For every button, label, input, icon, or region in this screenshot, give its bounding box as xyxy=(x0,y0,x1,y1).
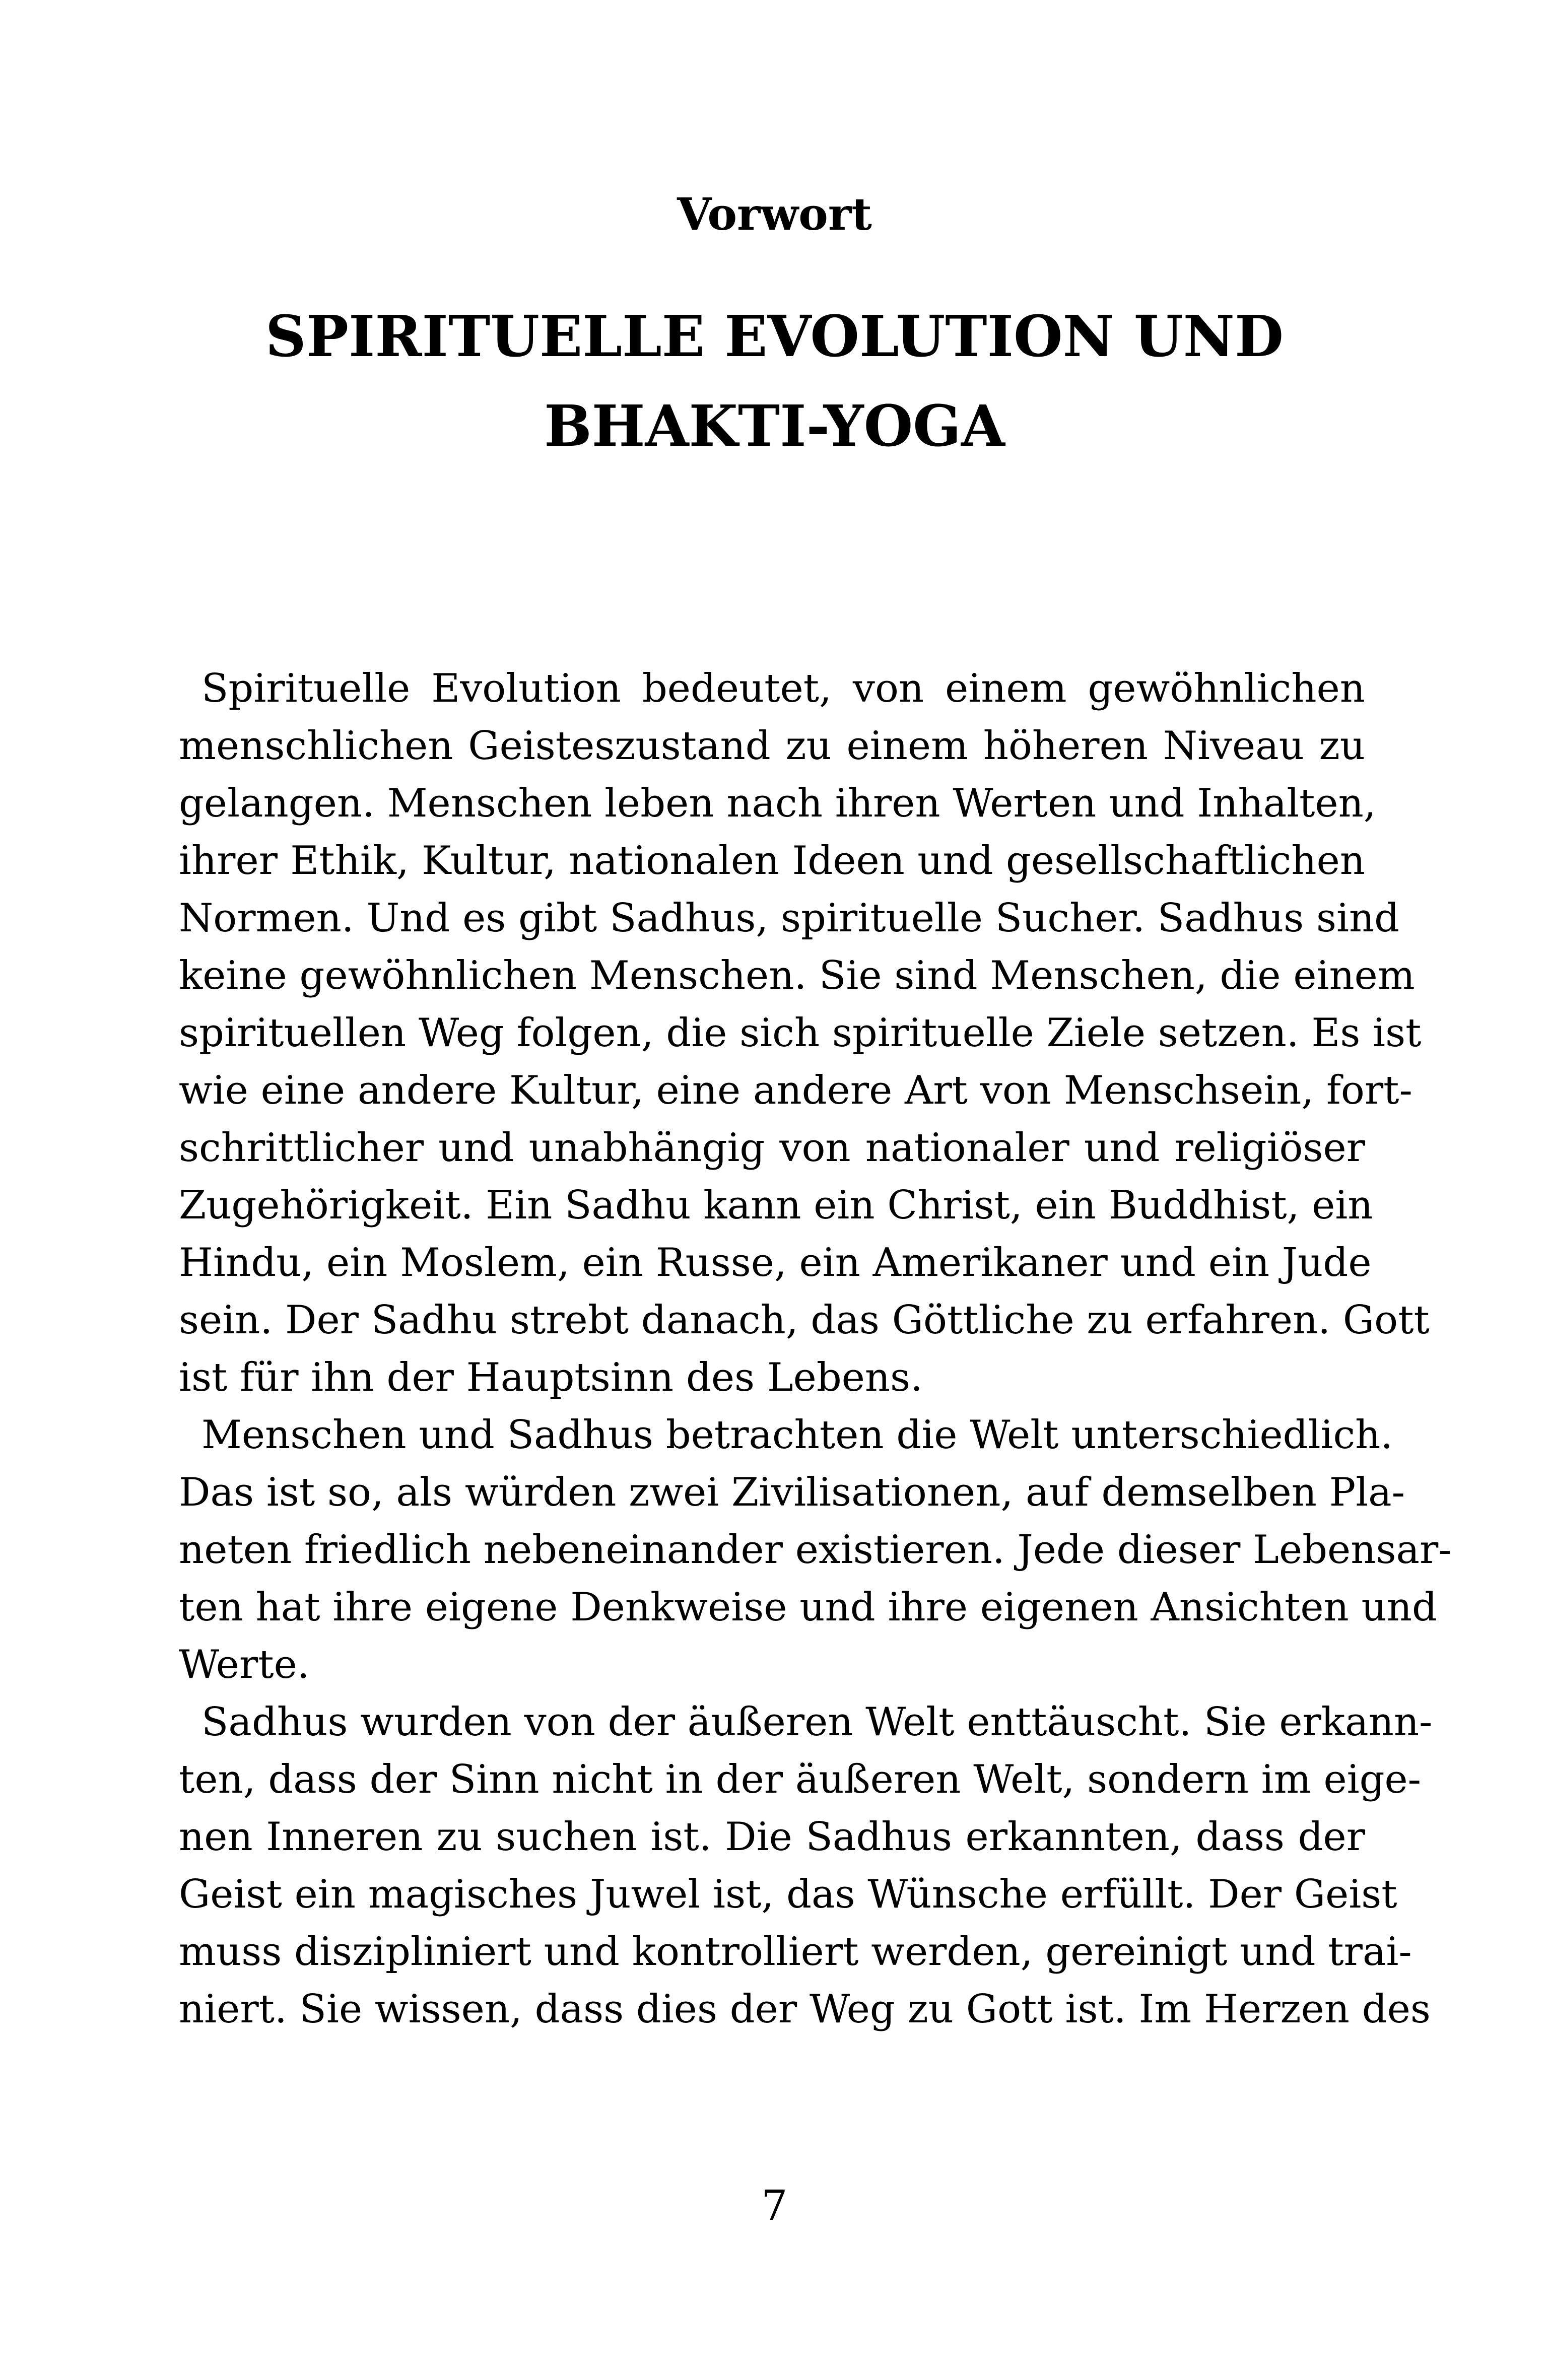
chapter-label: Vorwort xyxy=(677,188,872,240)
text-line: nen Inneren zu suchen ist. Die Sadhus erkannten, dass der xyxy=(179,1814,1365,1860)
page-number: 7 xyxy=(761,2182,788,2230)
text-line: muss diszipliniert und kontrolliert werden, gereinigt und trai- xyxy=(179,1929,1412,1975)
text-line: spirituellen Weg folgen, die sich spirituelle Ziele setzen. Es ist xyxy=(179,1010,1422,1056)
text-line: ten hat ihre eigene Denkweise und ihre eigenen Ansichten und xyxy=(179,1585,1437,1630)
paragraph xyxy=(179,1406,1452,1693)
paragraph xyxy=(179,660,1430,1406)
text-line: Sadhus wurden von der äußeren Welt enttäuscht. Sie erkann- xyxy=(201,1699,1433,1745)
text-line: gelangen. Menschen leben nach ihren Werten und Inhalten, xyxy=(179,781,1376,826)
text-line: ist für ihn der Hauptsinn des Lebens. xyxy=(179,1355,923,1400)
text-line: Werte. xyxy=(179,1642,310,1687)
text-line: neten friedlich nebeneinander existieren. Jede dieser Lebensar- xyxy=(179,1527,1452,1573)
text-line: niert. Sie wissen, dass dies der Weg zu Gott ist. Im Herzen des xyxy=(179,1987,1431,2032)
text-line: Geist ein magisches Juwel ist, das Wünsche erfüllt. Der Geist xyxy=(179,1872,1397,1917)
chapter-title-line: BHAKTI-YOGA xyxy=(544,393,1005,459)
body-text xyxy=(179,660,1452,2038)
text-line: ten, dass der Sinn nicht in der äußeren Welt, sondern im eige- xyxy=(179,1757,1422,1802)
text-line: menschlichen Geisteszustand zu einem höheren Niveau zu xyxy=(179,723,1365,769)
chapter-title xyxy=(181,292,1368,471)
text-line: Menschen und Sadhus betrachten die Welt unterschiedlich. xyxy=(201,1412,1393,1458)
text-line: keine gewöhnlichen Menschen. Sie sind Menschen, die einem xyxy=(179,953,1415,998)
text-line: schrittlicher und unabhängig von nationaler und religiöser xyxy=(179,1125,1365,1171)
text-line: Hindu, ein Moslem, ein Russe, ein Amerikaner und ein Jude xyxy=(179,1240,1372,1285)
chapter-title-line: SPIRITUELLE EVOLUTION UND xyxy=(265,304,1284,370)
text-line: Normen. Und es gibt Sadhus, spirituelle Sucher. Sadhus sind xyxy=(179,896,1400,941)
paragraph xyxy=(179,1693,1433,2038)
text-line: Zugehörigkeit. Ein Sadhu kann ein Christ, ein Buddhist, ein xyxy=(179,1183,1373,1228)
text-line: wie eine andere Kultur, eine andere Art von Menschsein, fort- xyxy=(179,1068,1412,1113)
text-line: Das ist so, als würden zwei Zivilisationen, auf demselben Pla- xyxy=(179,1470,1405,1515)
text-line: Spirituelle Evolution bedeutet, von einem gewöhnlichen xyxy=(201,666,1365,711)
text-line: sein. Der Sadhu strebt danach, das Göttliche zu erfahren. Gott xyxy=(179,1298,1430,1343)
text-line: ihrer Ethik, Kultur, nationalen Ideen und gesellschaftlichen xyxy=(179,838,1365,883)
